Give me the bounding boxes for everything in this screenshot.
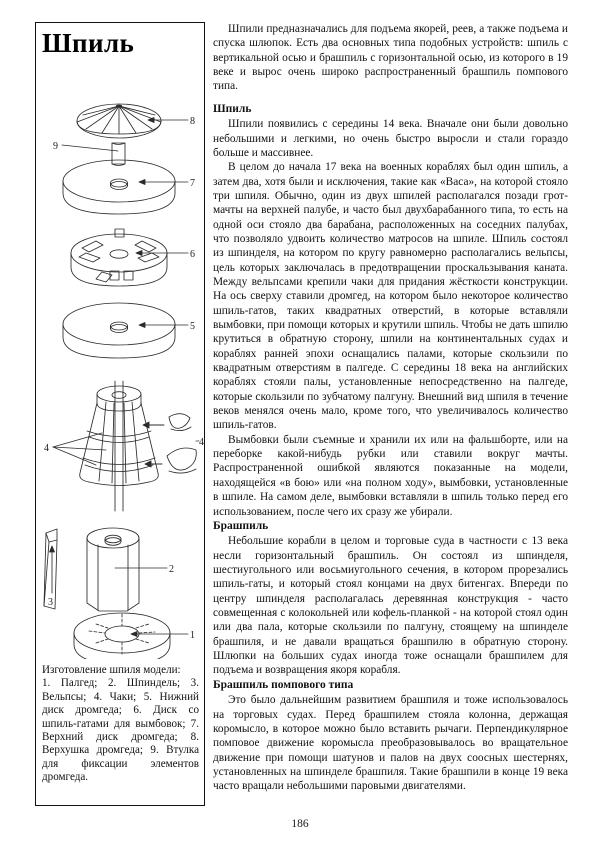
callout-number-8: 8 [190,116,195,127]
part-6-capstan-bar-socket-disc [71,229,167,286]
part-1-palged-base-ring [74,613,170,659]
part-8-drumhead-top [77,104,161,138]
heading-brashpil-pump-type: Брашпиль помпового типа [213,678,354,691]
spacer [213,94,568,102]
part-3-4-barrel-welps-chocks [80,381,159,511]
heading-brashpil: Брашпиль [213,519,269,532]
callout-number-3: 3 [48,597,53,608]
left-illustration-panel [35,22,205,806]
callout-number-6: 6 [190,249,195,260]
callout-number-1: 1 [190,630,195,641]
part-9-fixing-bush [112,143,125,166]
shpil-paragraph-1: Шпили появились с середины 14 века. Вначале они были довольно небольшими и легкими, но очень быстро выросли и стали гораздо больше и массивнее. [213,118,568,159]
capstan-exploded-diagram [36,81,204,659]
page-number: 186 [291,818,309,830]
panel-title: Шпиль [42,28,135,58]
callout-number-2: 2 [169,564,174,575]
figure-caption [42,664,199,785]
shpil-paragraph-3: Вымбовки были съемные и хранили их или на фальшборте, или на переборке какой-нибудь рубки или ставили вокруг мачты. Распространенной ошибкой являются показанные на модели, находящейся «в бою» или «на полном ходу», вымбовки, установленные в шпиле. На самом деле, вымбовки вставляли в шпиль только перед его использованием, после чего их сразу же убирали. [213,433,568,518]
chock-assembly-arrows [143,422,164,467]
brashpil-paragraph-1: Небольшие корабли в целом и торговые суда в частности с 13 века несли горизонтальный брашпиль. Он состоял из шпинделя, шестиугольного или восьмиугольного сечения, в котором прорезались шпиль-гаты, и который стоял концами на двух битенгах. Впереди по центру шпинделя располагалась деревянная конструкция - часто совмещенная с колокольней или кофель-планкой - на которой стоял один или два пала, которые скользили по палгуну, стоящему на шпинделе брашпиля, и не давали вращаться брашпилю в обратную сторону. Шлюпки на больших судах иногда тоже оснащали брашпилем для подъема и возвращения якоря корабля. [213,535,568,677]
part-4-detached-chocks [167,414,196,473]
heading-shpil: Шпиль [213,102,252,115]
callout-number-4-right: 4 [199,437,204,448]
brashpil-pump-paragraph-1: Это было дальнейшим развитием брашпиля и тоже использовалось на торговых судах. Перед брашпилем стояла колонна, держащая коромысло, в которое можно было вставить рычаги. Перпендикулярное помповое движение коромысла преобразовывалось во вращательное движение при помощи шатунов и палов на двух соосных шестернях, установленных на шпинделе брашпиля. Такие брашпили в конце 19 века часто вращали небольшими паровыми двигателями. [213,694,568,793]
intro-paragraph: Шпили предназначались для подъема якорей, реев, а также подъема и спуска шлюпок. Есть два основных типа подобных устройств: шпиль с вертикальной осью и брашпиль с горизонтальной осью, из которого в 19 веке и вырос очень широко распространенный брашпиль помпового типа. [213,23,568,93]
callout-number-5: 5 [190,321,195,332]
part-2-spindle [87,528,139,611]
callout-number-7: 7 [190,178,195,189]
part-5-lower-drumhead-disc [63,303,175,358]
callout-leaders [50,118,200,637]
shpil-paragraph-2: В целом до начала 17 века на военных кораблях был один шпиль, а затем два, хотя были и исключения, такие как «Васа», на которой стояло три шпиля. Обычно, один из двух шпилей располагался позади грот-мачты на верхней палубе, и часто был двухбарабанного типа, то есть на одной оси стояло два барабана, расположенных на соседних палубах, что позволяло удвоить количество матросов на шпиле. Шпиль состоял из шпинделя, на котором по кругу равномерно располагались вельпсы, цель которых заключалась в предотвращении проскальзывания каната. Между вельпсами крепили чаки для придания жёсткости конструкции. На ось сверху ставили дромгед, на котором было некоторое количество шпиль-гатов, таких квадратных отверстий, в которые вставляли вымбовки, при помощи которых и крутили шпиль. Чтобы не дать шпилю крутиться в обратную сторону, шпили на континентальных судах и кораблях ранней эпохи оснащались палами, которые скользили по квадратным отверстиям в палгеде. С середины 18 века на английских кораблях стояли палы, установленные непосредственно на палгеде, которые скользили по зубчатому палгуну. Внешний вид шпиля в течение веков менялся очень мало, кроме того, что увеличивалось количество шпиль-гатов. [213,161,568,432]
callout-number-9: 9 [53,141,58,152]
part-7-upper-drumhead-disc [63,160,175,214]
caption-parts-list: 1. Палгед; 2. Шпиндель; 3. Вельпсы; 4. Чаки; 5. Нижний диск дромгеда; 6. Диск со шпиль-гатами для вымбовок; 7. Верхний диск дромгеда; 8. Верхушка дромгеда; 9. Втулка для фиксации элементов дромгеда. [42,677,199,784]
callout-numbers [44,116,204,641]
callout-number-4-left: 4 [44,443,49,454]
article-body [213,22,568,794]
caption-heading: Изготовление шпиля модели: [42,664,181,676]
